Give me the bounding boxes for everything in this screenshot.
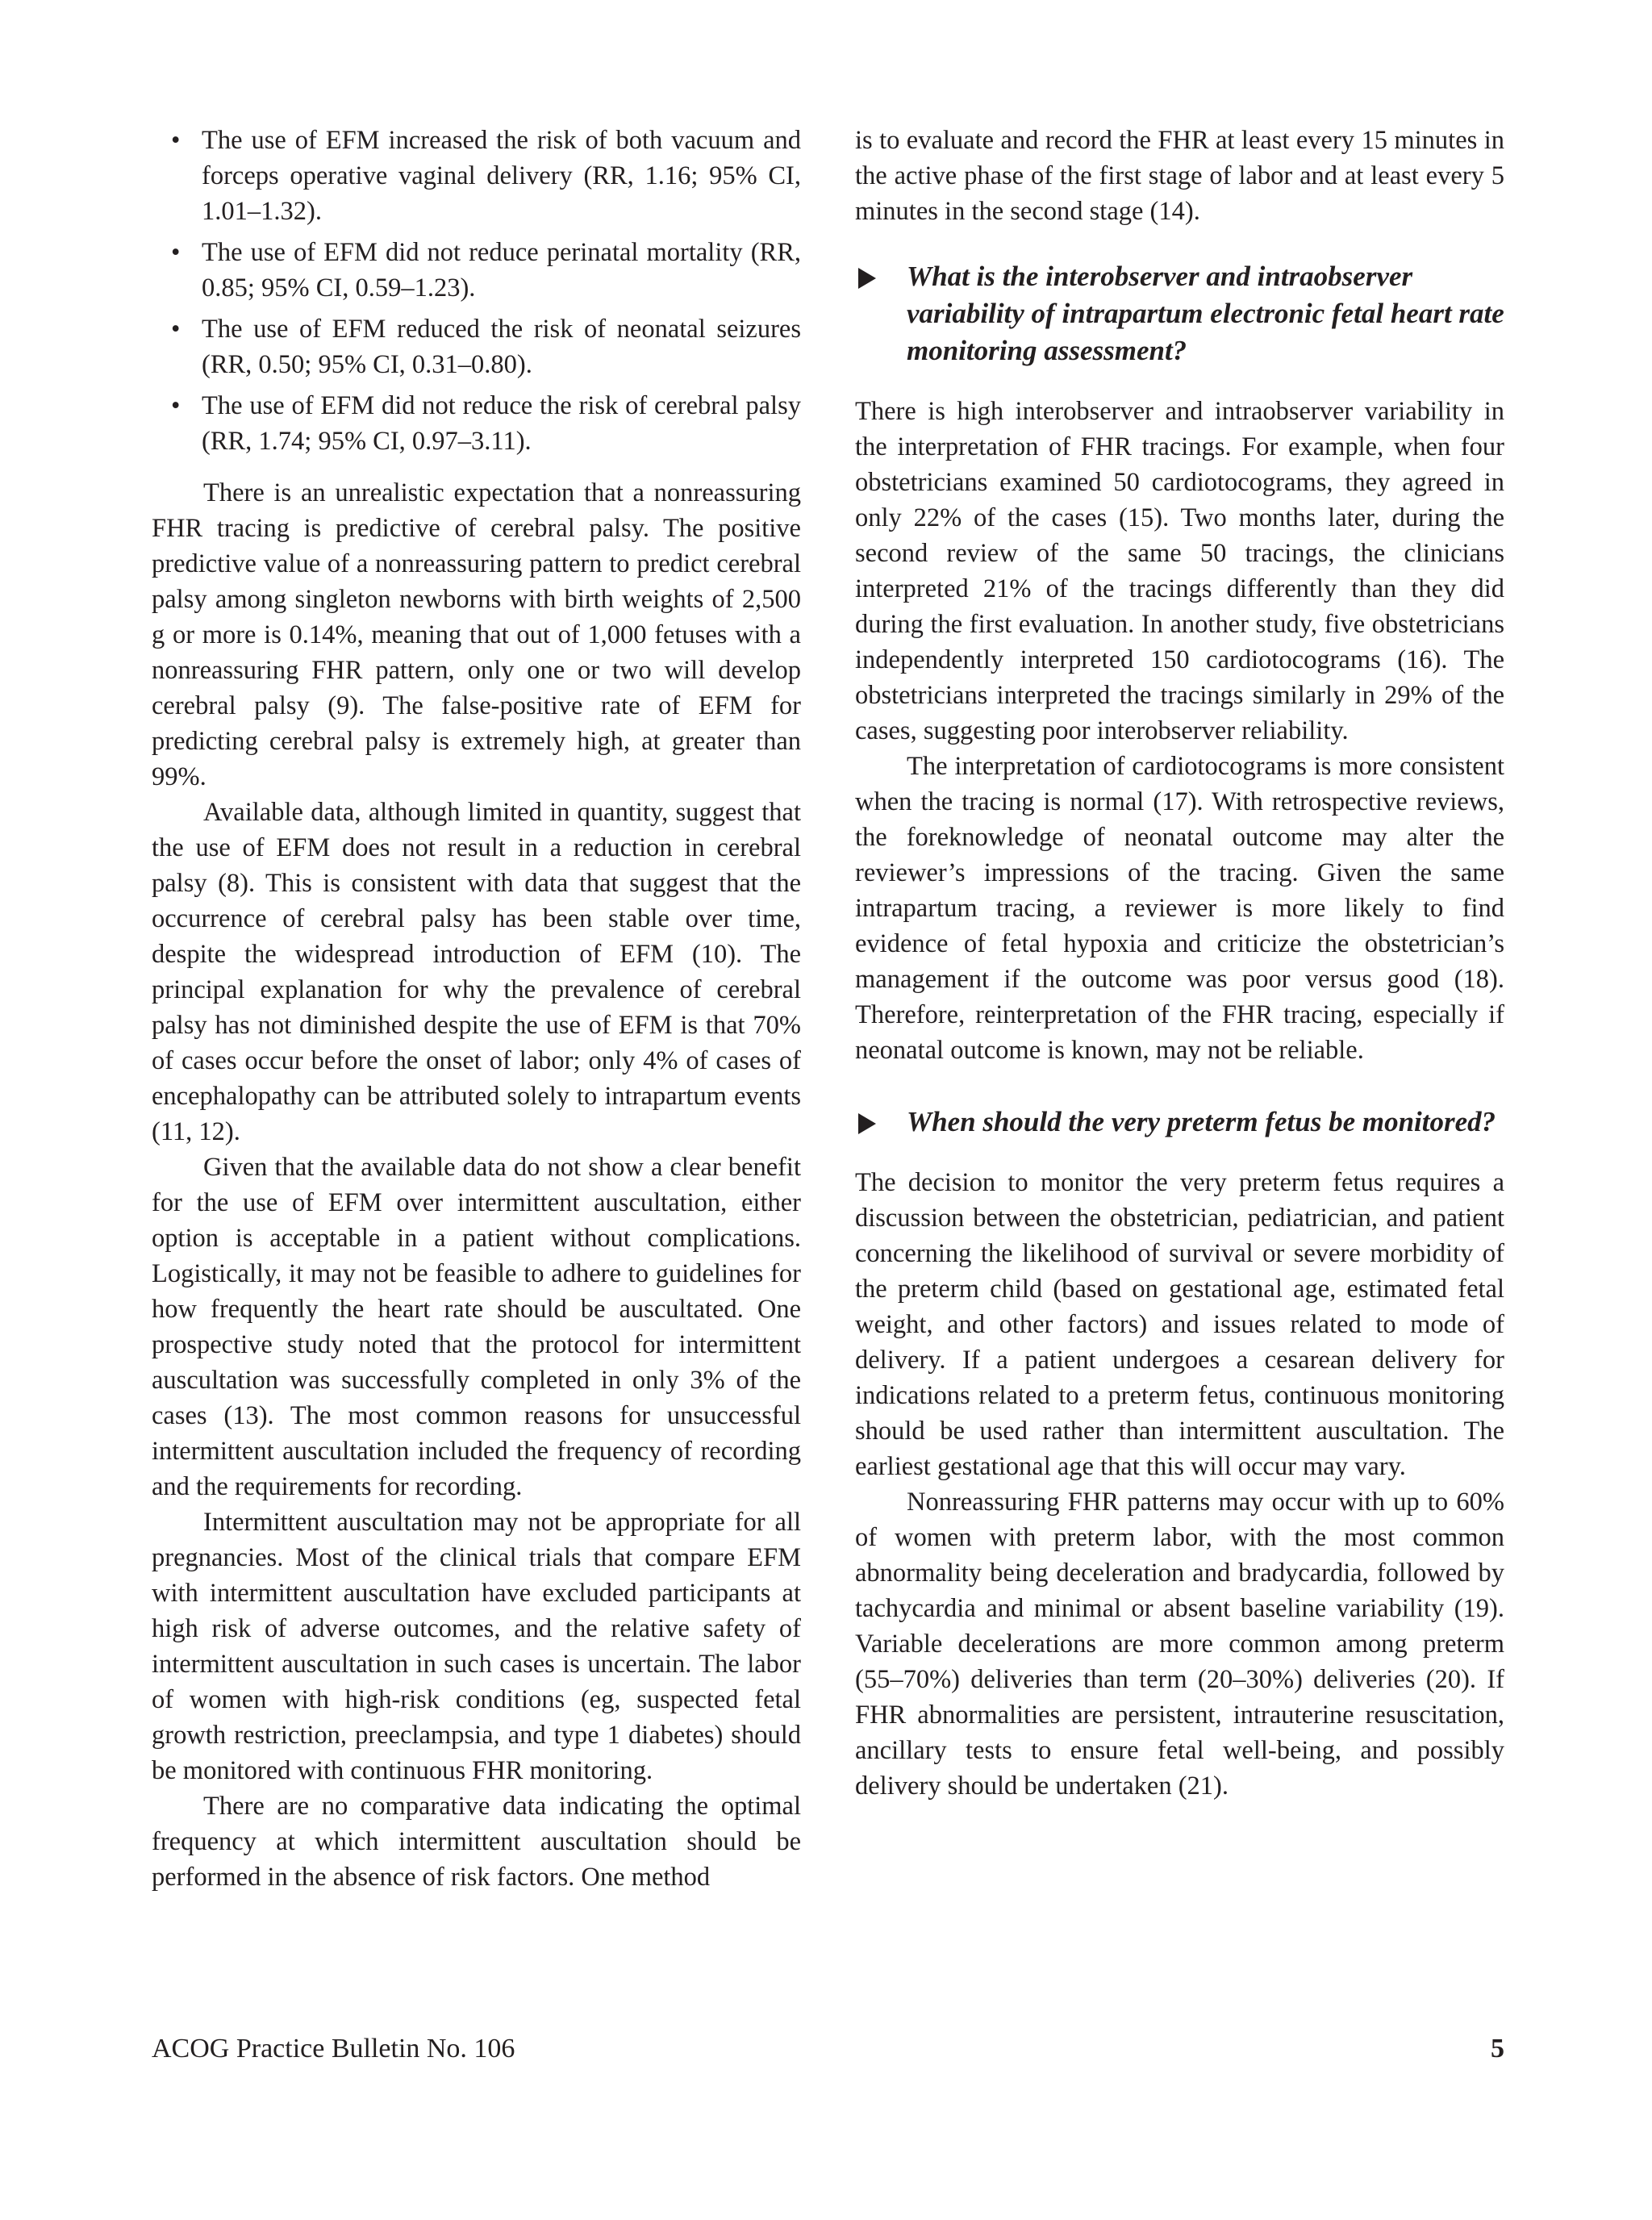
body-paragraph: Given that the available data do not show a clear benefit for the use of EFM over intermittent auscultation, either option is acceptable in a patient without complications. Logistically, it may not be feasible to adhere to guidelines for how frequently the heart rate should be auscultated. One prospective study noted that the protocol for intermittent auscultation was successfully completed in only 3% of the cases (13). The most common reasons for unsuccessful intermittent auscultation included the frequency of recording and the requirements for recording. [152,1153,801,1501]
body-paragraph: Available data, although limited in quantity, suggest that the use of EFM does not result in a reduction in cerebral palsy (8). This is consistent with data that suggest that the occurrence of cerebral palsy has been stable over time, despite the widespread introduction of EFM (10). The principal explanation for why the prevalence of cerebral palsy has not diminished despite the use of EFM is that 70% of cases occur before the onset of labor; only 4% of cases of encephalopathy can be attributed solely to intrapartum events (11, 12). [152,798,801,1146]
bullet-icon: • [171,315,181,344]
list-item: • The use of EFM increased the risk of both vacuum and forceps operative vaginal delivery (RR, 1.16; 95% CI, 1.01–1.32). [152,123,801,229]
page-footer [152,2033,1504,2065]
body-paragraph: There are no comparative data indicating the optimal frequency at which intermittent auscultation should be performed in the absence of risk factors. One method [152,1792,801,1892]
list-item: • The use of EFM did not reduce perinatal mortality (RR, 0.85; 95% CI, 0.59–1.23). [152,235,801,306]
right-column [855,123,1504,1804]
left-column [152,123,801,1895]
body-paragraph: There is high interobserver and intraobserver variability in the interpretation of FHR tracings. For example, when four obstetricians examined 50 cardiotocograms, they agreed in only 22% of the cases (15). Two months later, during the second review of the same 50 tracings, the clinicians interpreted 21% of the tracings differently than they did during the first evaluation. In another study, five obstetricians independently interpreted 150 cardiotocograms (16). The obstetricians interpreted the tracings similarly in 29% of the cases, suggesting poor interobserver reliability. [855,397,1504,745]
list-item: • The use of EFM did not reduce the risk of cerebral palsy (RR, 1.74; 95% CI, 0.97–3.11). [152,388,801,459]
bullet-icon: • [171,238,181,267]
footer-source: ACOG Practice Bulletin No. 106 [152,2034,515,2064]
section-heading-preterm-monitoring: When should the very preterm fetus be monitored? [855,1104,1504,1141]
body-paragraph: There is an unrealistic expectation that a nonreassuring FHR tracing is predictive of cerebral palsy. The positive predictive value of a nonreassuring pattern to predict cerebral palsy among singleton newborns with birth weights of 2,500 g or more is 0.14%, meaning that out of 1,000 fetuses with a nonreassuring FHR pattern, only one or two will develop cerebral palsy (9). The false-positive rate of EFM for predicting cerebral palsy is extremely high, at greater than 99%. [152,478,801,791]
body-paragraph: Intermittent auscultation may not be appropriate for all pregnancies. Most of the clinical trials that compare EFM with intermittent auscultation have excluded participants at high risk of adverse outcomes, and the relative safety of intermittent auscultation in such cases is uncertain. The labor of women with high-risk conditions (eg, suspected fetal growth restriction, preeclampsia, and type 1 diabetes) should be monitored with continuous FHR monitoring. [152,1508,801,1785]
page-number: 5 [1491,2034,1504,2064]
bullet-list [152,123,801,459]
body-paragraph: The decision to monitor the very preterm fetus requires a discussion between the obstetrician, pediatrician, and patient concerning the likelihood of survival or severe morbidity of the preterm child (based on gestational age, estimated fetal weight, and other factors) and issues related to mode of delivery. If a patient undergoes a cesarean delivery for indications related to a preterm fetus, continuous monitoring should be used rather than intermittent auscultation. The earliest gestational age that this will occur may vary. [855,1168,1504,1481]
list-item: • The use of EFM reduced the risk of neonatal seizures (RR, 0.50; 95% CI, 0.31–0.80). [152,311,801,382]
continued-paragraph: is to evaluate and record the FHR at least every 15 minutes in the active phase of the first stage of labor and at least every 5 minutes in the second stage (14). [855,126,1504,226]
bullet-icon: • [171,391,181,420]
triangle-arrow-icon [858,1113,876,1134]
section-heading-interobserver-variability: What is the interobserver and intraobserver variability of intrapartum electronic fetal heart rate monitoring assessment? [855,258,1504,369]
body-paragraph: The interpretation of cardiotocograms is more consistent when the tracing is normal (17). With retrospective reviews, the foreknowledge of neonatal outcome may alter the reviewer’s impressions of the tracing. Given the same intrapartum tracing, a reviewer is more likely to find evidence of fetal hypoxia and criticize the obstetrician’s management if the outcome was poor versus good (18). Therefore, reinterpretation of the FHR tracing, especially if neonatal outcome is known, may not be reliable. [855,752,1504,1065]
body-paragraph: Nonreassuring FHR patterns may occur with up to 60% of women with preterm labor, with the most common abnormality being deceleration and bradycardia, followed by tachycardia and minimal or absent baseline variability (19). Variable decelerations are more common among preterm (55–70%) deliveries than term (20–30%) deliveries (20). If FHR abnormalities are persistent, intrauterine resuscitation, ancillary tests to ensure fetal well-being, and possibly delivery should be undertaken (21). [855,1488,1504,1801]
bullet-icon: • [171,126,181,155]
triangle-arrow-icon [858,268,876,289]
